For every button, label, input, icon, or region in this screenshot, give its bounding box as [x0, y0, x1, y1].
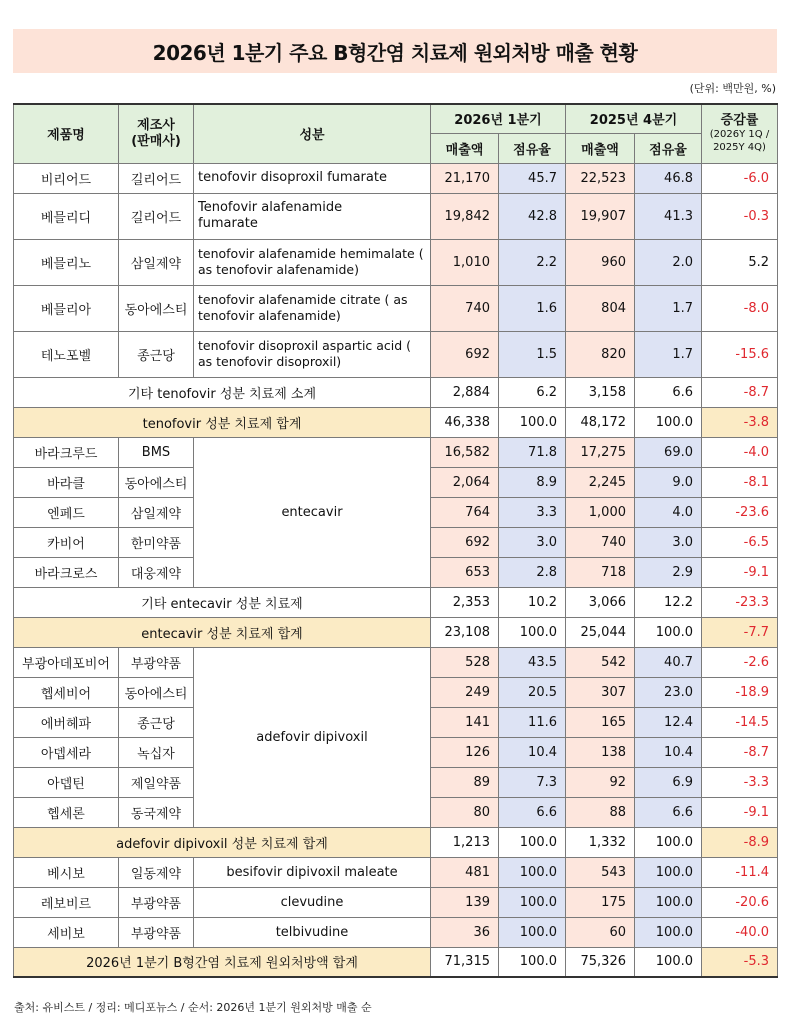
sales-2026q1: 692 [431, 527, 499, 557]
sales-2026q1: 2,353 [431, 587, 499, 617]
sales-2025q4: 740 [566, 527, 635, 557]
table-row [14, 331, 778, 377]
share-2026q1: 100.0 [499, 917, 566, 947]
share-2025q4: 1.7 [635, 285, 702, 331]
sales-2025q4: 22,523 [566, 163, 635, 193]
sales-2025q4: 2,245 [566, 467, 635, 497]
product-name: 엔페드 [14, 497, 119, 527]
maker-name: 동아에스티 [119, 467, 194, 497]
sales-2026q1: 1,010 [431, 239, 499, 285]
share-2025q4: 12.4 [635, 707, 702, 737]
table-row [14, 917, 778, 947]
share-2025q4: 100.0 [635, 827, 702, 857]
change-rate: -6.5 [702, 527, 778, 557]
share-2025q4: 1.7 [635, 331, 702, 377]
change-rate: -9.1 [702, 797, 778, 827]
product-name: 바라클 [14, 467, 119, 497]
change-rate: -40.0 [702, 917, 778, 947]
share-2026q1: 3.3 [499, 497, 566, 527]
sales-2025q4: 960 [566, 239, 635, 285]
total-label: tenofovir 성분 치료제 합계 [14, 407, 431, 437]
maker-name: 동아에스티 [119, 677, 194, 707]
grand-total-row [14, 947, 778, 977]
share-2026q1: 2.2 [499, 239, 566, 285]
change-rate: -18.9 [702, 677, 778, 707]
share-2025q4: 69.0 [635, 437, 702, 467]
maker-name: 길리어드 [119, 193, 194, 239]
share-2026q1: 42.8 [499, 193, 566, 239]
share-2026q1: 71.8 [499, 437, 566, 467]
header-q4-2025: 2025년 4분기 [566, 104, 702, 133]
sales-2025q4: 60 [566, 917, 635, 947]
maker-name: 종근당 [119, 331, 194, 377]
table-row [14, 193, 778, 239]
sales-2025q4: 17,275 [566, 437, 635, 467]
product-name: 에버헤파 [14, 707, 119, 737]
share-2026q1: 100.0 [499, 947, 566, 977]
change-rate: -5.3 [702, 947, 778, 977]
ingredient-name: entecavir [194, 437, 431, 587]
maker-name: 삼일제약 [119, 239, 194, 285]
maker-name: 부광약품 [119, 647, 194, 677]
share-2025q4: 4.0 [635, 497, 702, 527]
sales-table [13, 103, 778, 978]
table-row [14, 887, 778, 917]
sales-2025q4: 175 [566, 887, 635, 917]
grand-total-label: 2026년 1분기 B형간염 치료제 원외처방액 합계 [14, 947, 431, 977]
change-rate: -20.6 [702, 887, 778, 917]
change-rate: -8.9 [702, 827, 778, 857]
sales-2026q1: 2,884 [431, 377, 499, 407]
ingredient-name: Tenofovir alafenamide fumarate [194, 193, 431, 239]
share-2025q4: 6.9 [635, 767, 702, 797]
share-2026q1: 1.6 [499, 285, 566, 331]
sales-2026q1: 740 [431, 285, 499, 331]
change-rate: -8.1 [702, 467, 778, 497]
share-2025q4: 100.0 [635, 857, 702, 887]
sales-2025q4: 820 [566, 331, 635, 377]
total-row [14, 827, 778, 857]
change-rate: -9.1 [702, 557, 778, 587]
sales-2025q4: 542 [566, 647, 635, 677]
ingredient-name: tenofovir alafenamide hemimalate ( as tenofovir alafenamide) [194, 239, 431, 285]
ingredient-name: tenofovir disoproxil fumarate [194, 163, 431, 193]
share-2026q1: 2.8 [499, 557, 566, 587]
subtotal-label: 기타 entecavir 성분 치료제 [14, 587, 431, 617]
share-2025q4: 2.0 [635, 239, 702, 285]
sales-2025q4: 48,172 [566, 407, 635, 437]
sales-2026q1: 16,582 [431, 437, 499, 467]
ingredient-name: besifovir dipivoxil maleate [194, 857, 431, 887]
sales-2026q1: 692 [431, 331, 499, 377]
maker-name: 대웅제약 [119, 557, 194, 587]
sales-2026q1: 249 [431, 677, 499, 707]
maker-name: 종근당 [119, 707, 194, 737]
sales-2026q1: 139 [431, 887, 499, 917]
share-2025q4: 40.7 [635, 647, 702, 677]
sales-2025q4: 25,044 [566, 617, 635, 647]
ingredient-name: telbivudine [194, 917, 431, 947]
product-name: 베시보 [14, 857, 119, 887]
header-maker: 제조사 (판매사) [119, 104, 194, 163]
total-label: adefovir dipivoxil 성분 치료제 합계 [14, 827, 431, 857]
sales-2025q4: 1,000 [566, 497, 635, 527]
header-sales-25: 매출액 [566, 133, 635, 163]
maker-name: BMS [119, 437, 194, 467]
share-2026q1: 6.6 [499, 797, 566, 827]
product-name: 세비보 [14, 917, 119, 947]
change-rate: -2.6 [702, 647, 778, 677]
maker-name: 한미약품 [119, 527, 194, 557]
product-name: 베믈리아 [14, 285, 119, 331]
maker-name: 동아에스티 [119, 285, 194, 331]
sales-2026q1: 126 [431, 737, 499, 767]
table-row [14, 857, 778, 887]
maker-name: 길리어드 [119, 163, 194, 193]
header-product: 제품명 [14, 104, 119, 163]
sales-2026q1: 21,170 [431, 163, 499, 193]
table-row [14, 437, 778, 467]
share-2025q4: 9.0 [635, 467, 702, 497]
sales-2026q1: 141 [431, 707, 499, 737]
product-name: 아뎁틴 [14, 767, 119, 797]
sales-2026q1: 19,842 [431, 193, 499, 239]
share-2025q4: 46.8 [635, 163, 702, 193]
share-2025q4: 6.6 [635, 797, 702, 827]
sales-2025q4: 92 [566, 767, 635, 797]
share-2026q1: 100.0 [499, 857, 566, 887]
product-name: 레보비르 [14, 887, 119, 917]
product-name: 카비어 [14, 527, 119, 557]
change-rate: -0.3 [702, 193, 778, 239]
maker-name: 삼일제약 [119, 497, 194, 527]
sales-2025q4: 165 [566, 707, 635, 737]
sales-2026q1: 23,108 [431, 617, 499, 647]
share-2026q1: 45.7 [499, 163, 566, 193]
change-rate: -4.0 [702, 437, 778, 467]
table-row [14, 163, 778, 193]
product-name: 베믈리노 [14, 239, 119, 285]
change-rate: -8.7 [702, 377, 778, 407]
maker-name: 녹십자 [119, 737, 194, 767]
header-sales-26: 매출액 [431, 133, 499, 163]
total-label: entecavir 성분 치료제 합계 [14, 617, 431, 647]
source-note: 출처: 유비스트 / 정리: 메디포뉴스 / 순서: 2026년 1분기 원외처방 매출 순 [14, 1001, 372, 1014]
change-rate: -11.4 [702, 857, 778, 887]
sales-2025q4: 1,332 [566, 827, 635, 857]
product-name: 헵세비어 [14, 677, 119, 707]
share-2025q4: 100.0 [635, 407, 702, 437]
sales-2026q1: 481 [431, 857, 499, 887]
subtotal-label: 기타 tenofovir 성분 치료제 소계 [14, 377, 431, 407]
ingredient-name: adefovir dipivoxil [194, 647, 431, 827]
share-2026q1: 8.9 [499, 467, 566, 497]
table-row [14, 285, 778, 331]
share-2026q1: 7.3 [499, 767, 566, 797]
maker-name: 일동제약 [119, 857, 194, 887]
table-row [14, 647, 778, 677]
share-2026q1: 100.0 [499, 887, 566, 917]
sales-2026q1: 528 [431, 647, 499, 677]
change-rate: -8.0 [702, 285, 778, 331]
table-row [14, 239, 778, 285]
sales-2025q4: 543 [566, 857, 635, 887]
share-2025q4: 6.6 [635, 377, 702, 407]
product-name: 비리어드 [14, 163, 119, 193]
share-2026q1: 100.0 [499, 617, 566, 647]
share-2026q1: 3.0 [499, 527, 566, 557]
sales-2025q4: 804 [566, 285, 635, 331]
subtotal-row [14, 587, 778, 617]
share-2025q4: 23.0 [635, 677, 702, 707]
maker-name: 부광약품 [119, 917, 194, 947]
total-row [14, 617, 778, 647]
sales-2026q1: 46,338 [431, 407, 499, 437]
maker-name: 제일약품 [119, 767, 194, 797]
share-2026q1: 10.2 [499, 587, 566, 617]
change-rate: -14.5 [702, 707, 778, 737]
share-2026q1: 11.6 [499, 707, 566, 737]
ingredient-name: tenofovir disoproxil aspartic acid ( as tenofovir disoproxil) [194, 331, 431, 377]
share-2025q4: 10.4 [635, 737, 702, 767]
change-rate: -7.7 [702, 617, 778, 647]
sales-2025q4: 3,158 [566, 377, 635, 407]
share-2026q1: 1.5 [499, 331, 566, 377]
header-change-title: 증감률 [720, 112, 759, 128]
sales-2026q1: 764 [431, 497, 499, 527]
ingredient-name: tenofovir alafenamide citrate ( as tenofovir alafenamide) [194, 285, 431, 331]
product-name: 테노포벨 [14, 331, 119, 377]
share-2025q4: 100.0 [635, 887, 702, 917]
share-2025q4: 2.9 [635, 557, 702, 587]
product-name: 바라크루드 [14, 437, 119, 467]
share-2026q1: 100.0 [499, 407, 566, 437]
sales-2025q4: 138 [566, 737, 635, 767]
share-2025q4: 12.2 [635, 587, 702, 617]
share-2026q1: 20.5 [499, 677, 566, 707]
sales-2026q1: 89 [431, 767, 499, 797]
change-rate: -6.0 [702, 163, 778, 193]
page-title: 2026년 1분기 주요 B형간염 치료제 원외처방 매출 현황 [13, 29, 777, 73]
change-rate: -3.8 [702, 407, 778, 437]
sales-2026q1: 80 [431, 797, 499, 827]
sales-2026q1: 1,213 [431, 827, 499, 857]
product-name: 아뎁세라 [14, 737, 119, 767]
share-2025q4: 100.0 [635, 947, 702, 977]
sales-2025q4: 307 [566, 677, 635, 707]
change-rate: -8.7 [702, 737, 778, 767]
change-rate: -3.3 [702, 767, 778, 797]
header-share-26: 점유율 [499, 133, 566, 163]
header-q1-2026: 2026년 1분기 [431, 104, 566, 133]
share-2025q4: 41.3 [635, 193, 702, 239]
header-change-sub: (2026Y 1Q / 2025Y 4Q) [709, 128, 770, 153]
header-ingredient: 성분 [194, 104, 431, 163]
header-change [702, 104, 778, 163]
share-2026q1: 43.5 [499, 647, 566, 677]
maker-name: 동국제약 [119, 797, 194, 827]
sales-2025q4: 19,907 [566, 193, 635, 239]
product-name: 베믈리디 [14, 193, 119, 239]
sales-2026q1: 2,064 [431, 467, 499, 497]
share-2025q4: 3.0 [635, 527, 702, 557]
change-rate: -15.6 [702, 331, 778, 377]
share-2026q1: 100.0 [499, 827, 566, 857]
share-2025q4: 100.0 [635, 617, 702, 647]
unit-note: (단위: 백만원, %) [689, 82, 776, 95]
sales-2026q1: 653 [431, 557, 499, 587]
subtotal-row [14, 377, 778, 407]
header-share-25: 점유율 [635, 133, 702, 163]
table-body [14, 163, 778, 977]
sales-2025q4: 718 [566, 557, 635, 587]
sales-2025q4: 75,326 [566, 947, 635, 977]
share-2026q1: 10.4 [499, 737, 566, 767]
change-rate: -23.3 [702, 587, 778, 617]
ingredient-name: clevudine [194, 887, 431, 917]
share-2026q1: 6.2 [499, 377, 566, 407]
product-name: 부광아데포비어 [14, 647, 119, 677]
maker-name: 부광약품 [119, 887, 194, 917]
sales-2026q1: 36 [431, 917, 499, 947]
change-rate: 5.2 [702, 239, 778, 285]
sales-2026q1: 71,315 [431, 947, 499, 977]
share-2025q4: 100.0 [635, 917, 702, 947]
total-row [14, 407, 778, 437]
sales-2025q4: 3,066 [566, 587, 635, 617]
product-name: 바라크로스 [14, 557, 119, 587]
change-rate: -23.6 [702, 497, 778, 527]
sales-2025q4: 88 [566, 797, 635, 827]
product-name: 헵세론 [14, 797, 119, 827]
